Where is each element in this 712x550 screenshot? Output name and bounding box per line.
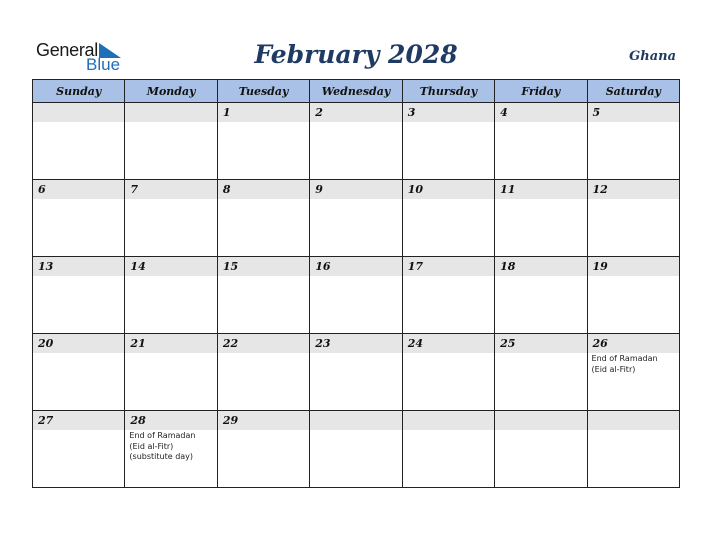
weekday-header: Thursday [402,80,494,103]
day-cell [587,334,679,411]
day-cell [33,103,125,180]
day-number: 6 [33,180,124,199]
day-number: 14 [125,257,216,276]
day-number: 5 [588,103,679,122]
day-number [33,103,124,122]
holiday-event: End of Ramadan (Eid al-Fitr) (substitute day) [129,431,196,461]
day-number [125,103,216,122]
day-cell [33,411,125,488]
day-number: 24 [403,334,494,353]
day-number: 8 [218,180,309,199]
day-number: 12 [588,180,679,199]
day-cell [217,411,309,488]
holiday-event: End of Ramadan (Eid al-Fitr) [591,354,658,374]
day-cell [310,257,402,334]
day-cell [495,103,587,180]
day-cell [33,257,125,334]
weekday-header: Tuesday [217,80,309,103]
day-number: 22 [218,334,309,353]
week-row [33,411,680,488]
weekday-header: Wednesday [310,80,402,103]
day-cell [125,103,217,180]
weekday-header: Saturday [587,80,679,103]
calendar-title: February 2028 [254,40,458,69]
day-cell [310,180,402,257]
day-cell [33,334,125,411]
day-number: 25 [495,334,586,353]
day-cell [125,257,217,334]
weekday-header: Monday [125,80,217,103]
day-number [495,411,586,430]
weekday-header: Friday [495,80,587,103]
week-row [33,180,680,257]
day-cell [402,180,494,257]
day-cell [587,103,679,180]
logo-text-general: General [36,40,98,60]
day-number: 20 [33,334,124,353]
day-cell [125,411,217,488]
day-cell [587,411,679,488]
logo-text-blue: Blue [86,55,121,74]
day-cell [217,103,309,180]
day-number: 29 [218,411,309,430]
week-row [33,257,680,334]
day-cell [402,103,494,180]
day-cell [402,257,494,334]
day-cell [125,180,217,257]
day-number: 1 [218,103,309,122]
day-cell [587,257,679,334]
weekday-header-row [33,80,680,103]
day-cell [125,334,217,411]
day-cell [217,334,309,411]
day-number: 2 [310,103,401,122]
day-number: 15 [218,257,309,276]
week-row [33,103,680,180]
day-cell [495,334,587,411]
day-number: 11 [495,180,586,199]
day-cell [217,180,309,257]
day-cell [310,334,402,411]
weekday-header: Sunday [33,80,125,103]
day-number: 3 [403,103,494,122]
day-number [310,411,401,430]
day-number: 19 [588,257,679,276]
day-number: 10 [403,180,494,199]
day-number: 7 [125,180,216,199]
day-number: 13 [33,257,124,276]
day-cell [402,334,494,411]
day-number: 28 [125,411,216,430]
day-number: 4 [495,103,586,122]
day-cell [587,180,679,257]
day-cell [33,180,125,257]
day-number [403,411,494,430]
day-number: 21 [125,334,216,353]
day-number: 27 [33,411,124,430]
day-number: 18 [495,257,586,276]
day-cell [310,411,402,488]
day-cell [495,257,587,334]
day-cell [495,180,587,257]
day-number: 23 [310,334,401,353]
day-cell [495,411,587,488]
country-label: Ghana [629,49,676,64]
calendar-grid [32,79,680,488]
day-number: 26 [588,334,679,353]
day-cell [217,257,309,334]
day-number [588,411,679,430]
day-cell [310,103,402,180]
day-cell [402,411,494,488]
day-number: 9 [310,180,401,199]
week-row [33,334,680,411]
day-number: 17 [403,257,494,276]
day-number: 16 [310,257,401,276]
